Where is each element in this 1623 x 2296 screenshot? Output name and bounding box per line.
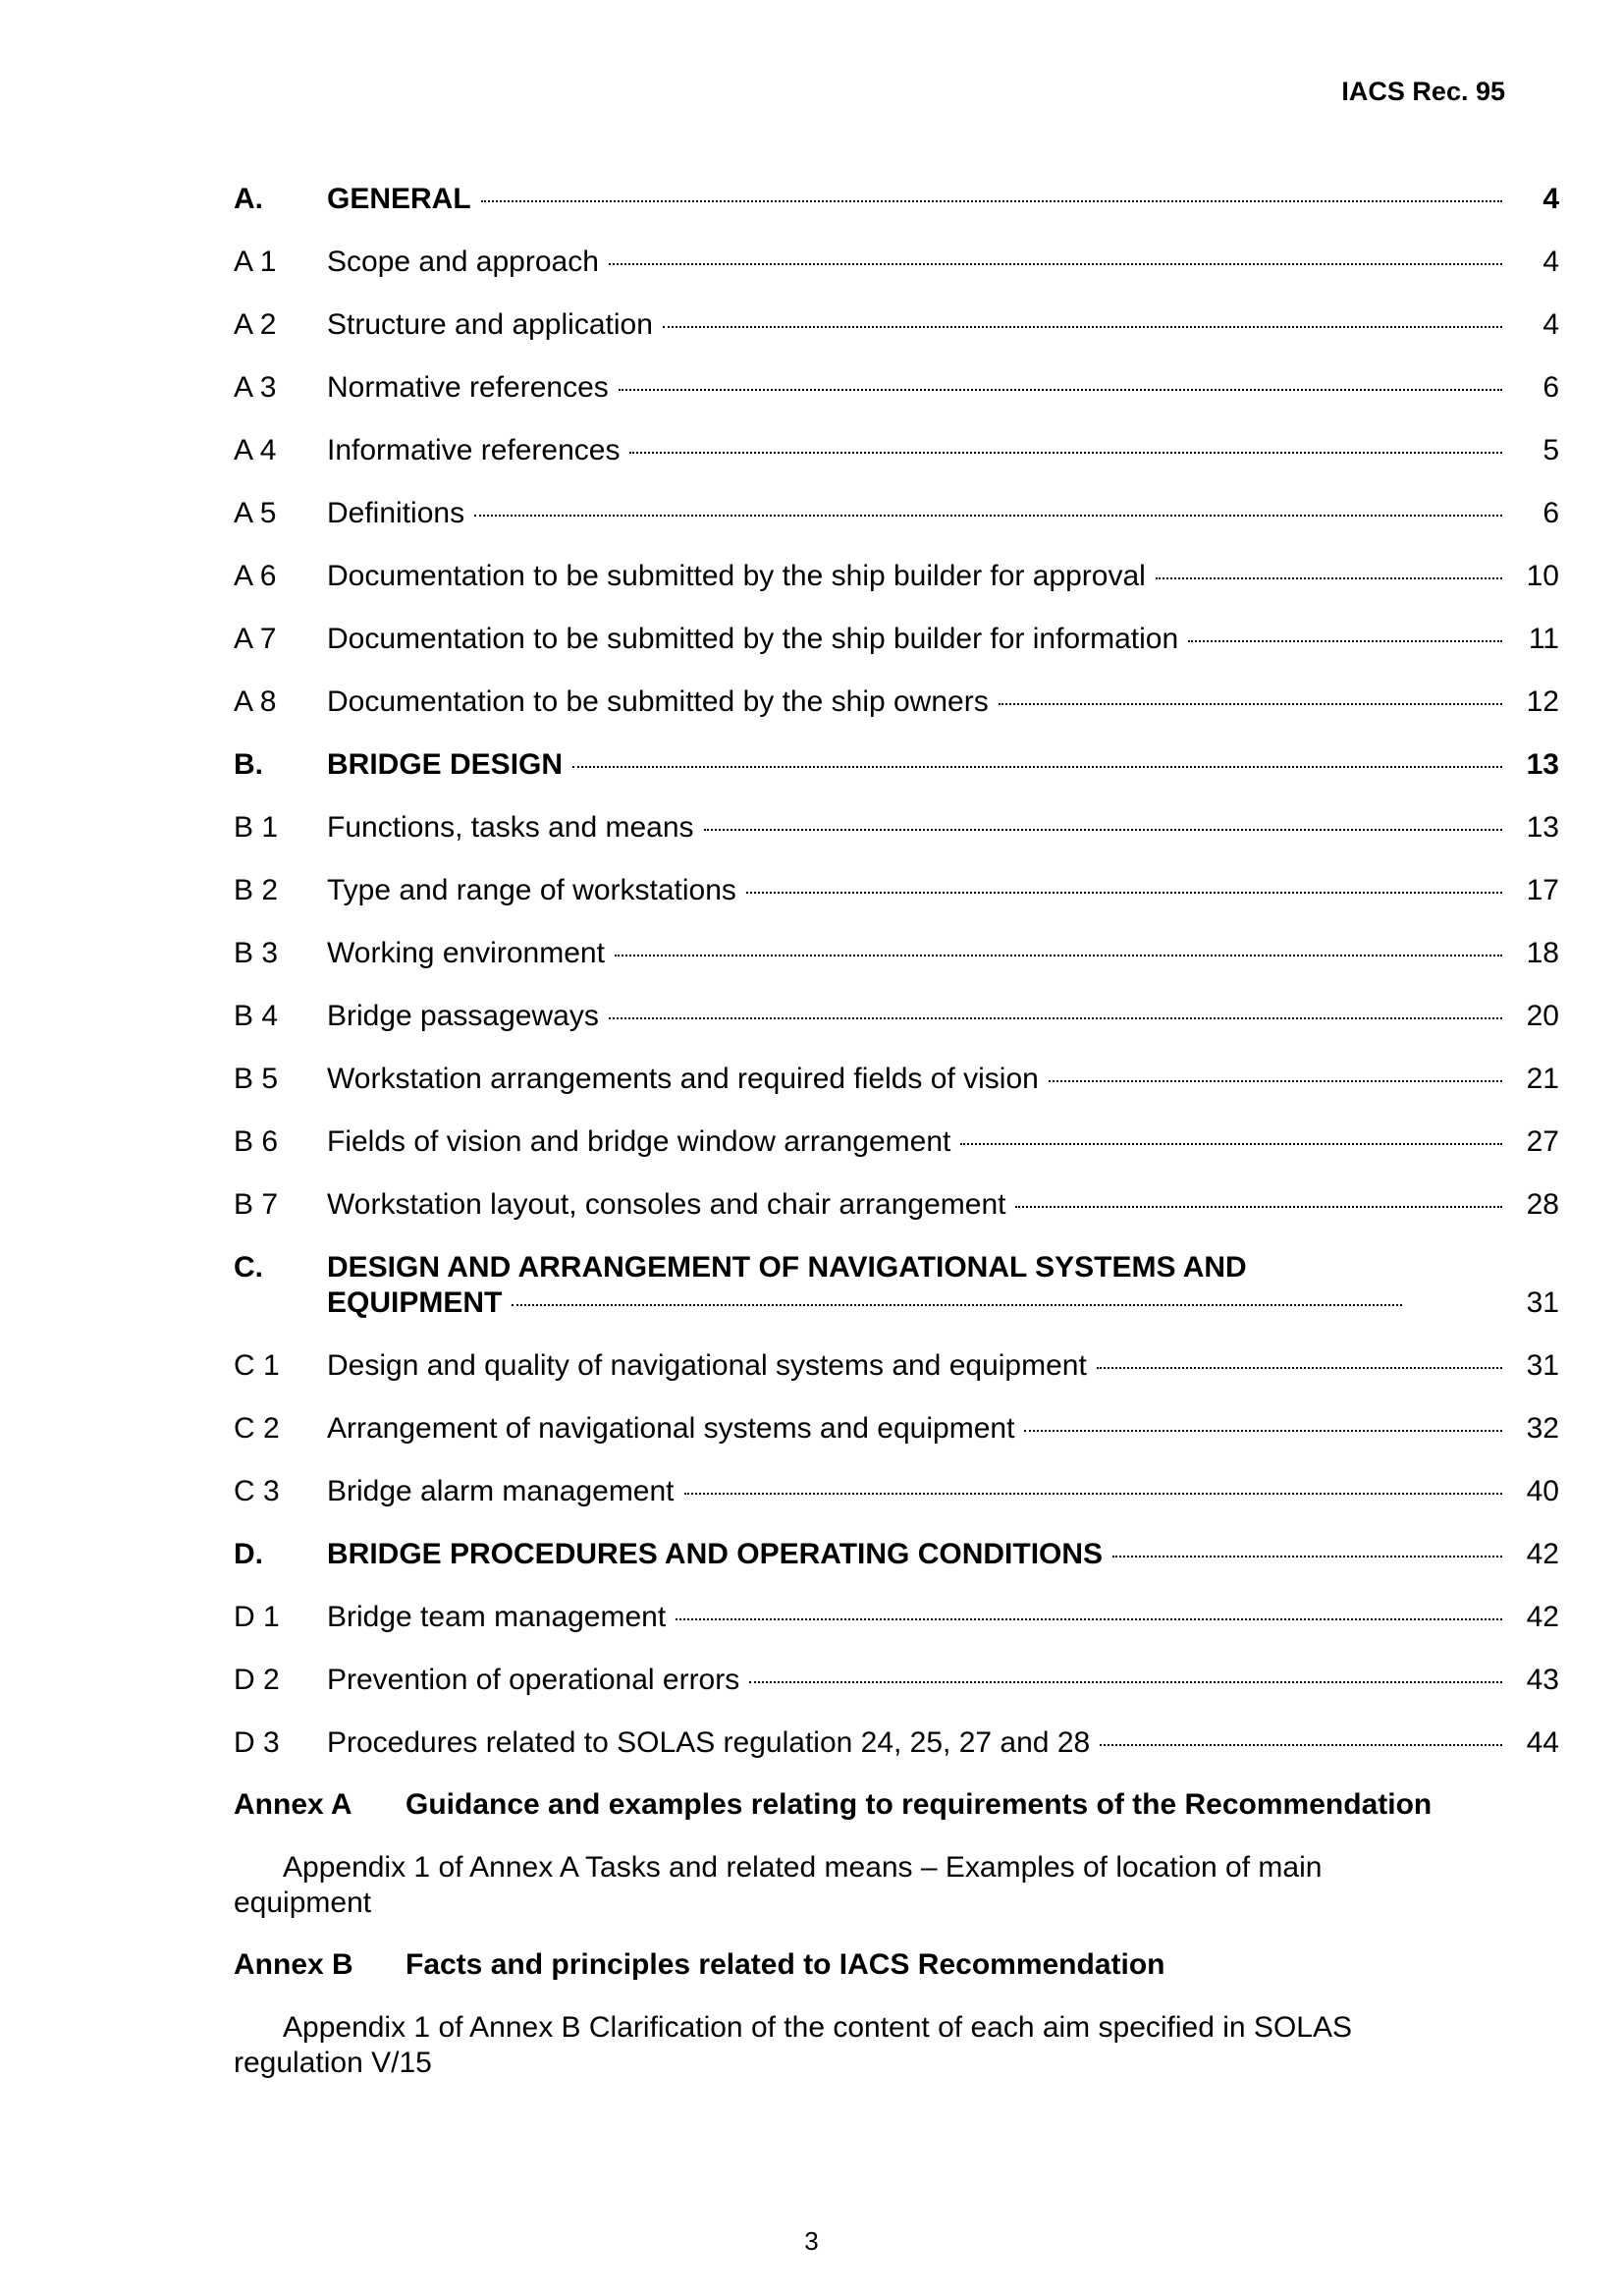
toc-section-title: Arrangement of navigational systems and equipment	[327, 1412, 1015, 1445]
toc-section-title: Prevention of operational errors	[327, 1664, 740, 1696]
dot-leader	[1015, 1206, 1502, 1208]
toc-section-title: Functions, tasks and means	[327, 811, 694, 844]
dot-leader	[615, 955, 1502, 957]
toc-section-number: D 1	[234, 1601, 280, 1633]
toc-section-number: B 6	[234, 1125, 279, 1158]
toc-page-number: 4	[1542, 246, 1559, 278]
toc-page-number: 44	[1526, 1726, 1559, 1759]
dot-leader	[746, 892, 1502, 894]
dot-leader	[619, 389, 1502, 391]
toc-section-title: BRIDGE PROCEDURES AND OPERATING CONDITIONS	[327, 1538, 1104, 1570]
toc-section-number: B 7	[234, 1188, 279, 1221]
toc-page-number: 27	[1526, 1125, 1559, 1158]
annex-a[interactable]	[234, 1787, 1559, 1921]
toc-section-number: C.	[234, 1251, 263, 1284]
toc-page-number: 17	[1526, 874, 1559, 906]
toc-section-number: B 2	[234, 874, 279, 906]
toc-entry[interactable]	[234, 433, 1559, 496]
toc-entry[interactable]	[234, 999, 1559, 1062]
toc-section-title-continued: EQUIPMENT	[327, 1286, 503, 1319]
toc-section-title: BRIDGE DESIGN	[327, 748, 564, 781]
toc-section-number: D.	[234, 1538, 263, 1570]
toc-section-number: C 3	[234, 1475, 280, 1507]
dot-leader	[512, 1304, 1402, 1306]
toc-entry[interactable]	[234, 1124, 1559, 1187]
dot-leader	[749, 1681, 1502, 1683]
toc-entry[interactable]	[234, 747, 1559, 810]
toc-section-number: D 3	[234, 1726, 280, 1759]
toc-page-number: 11	[1528, 623, 1559, 655]
toc-page-number: 28	[1526, 1188, 1559, 1221]
toc-section-number: D 2	[234, 1664, 280, 1696]
dot-leader	[1188, 640, 1502, 642]
toc-section-title: Documentation to be submitted by the ship builder for information	[327, 623, 1179, 655]
dot-leader	[629, 452, 1502, 454]
toc-page-number: 21	[1526, 1063, 1559, 1095]
toc-entry[interactable]	[234, 1725, 1559, 1788]
toc-entry[interactable]	[234, 1348, 1559, 1411]
annex-appendix: Appendix 1 of Annex A Tasks and related means – Examples of location of main equipment	[234, 1851, 1323, 1919]
toc-section-title: Informative references	[327, 434, 621, 466]
dot-leader	[676, 1618, 1502, 1620]
toc-section-number: A 1	[234, 246, 277, 278]
toc-page-number: 40	[1526, 1475, 1559, 1507]
toc-section-title: Definitions	[327, 497, 465, 529]
dot-leader	[999, 703, 1502, 705]
annex-label: Annex B	[234, 1948, 353, 1981]
document-reference: IACS Rec. 95	[1341, 77, 1505, 106]
toc-section-number: A 2	[234, 308, 277, 341]
dot-leader	[1112, 1556, 1502, 1558]
toc-page-number: 18	[1526, 937, 1559, 969]
page-number: 3	[804, 2226, 819, 2256]
toc-page-number: 13	[1526, 811, 1559, 844]
toc-entry[interactable]	[234, 1537, 1559, 1600]
toc-entry[interactable]	[234, 936, 1559, 999]
toc-section-title: Procedures related to SOLAS regulation 24, 25, 27 and 28	[327, 1726, 1091, 1759]
toc-entry[interactable]	[234, 245, 1559, 307]
dot-leader	[609, 1017, 1502, 1019]
toc-entry[interactable]	[234, 873, 1559, 936]
toc-section-number: A 4	[234, 434, 277, 466]
toc-section-number: A 8	[234, 685, 277, 718]
toc-entry[interactable]	[234, 496, 1559, 559]
toc-page-number: 5	[1542, 434, 1559, 466]
dot-leader	[609, 263, 1502, 265]
toc-section-number: A 7	[234, 623, 277, 655]
dot-leader	[704, 829, 1502, 831]
toc-page-number: 42	[1526, 1601, 1559, 1633]
toc-section-title: DESIGN AND ARRANGEMENT OF NAVIGATIONAL SYSTEMS AND	[327, 1251, 1247, 1284]
toc-section-title: GENERAL	[327, 183, 471, 215]
annex-b[interactable]	[234, 1947, 1559, 2081]
toc-section-title: Workstation layout, consoles and chair arrangement	[327, 1188, 1006, 1221]
toc-entry[interactable]	[234, 307, 1559, 370]
toc-page-number: 20	[1526, 1000, 1559, 1032]
toc-page-number: 12	[1526, 685, 1559, 718]
annex-appendix: Appendix 1 of Annex B Clarification of the content of each aim specified in SOLAS regulation V/15	[234, 2011, 1352, 2079]
toc-section-title: Documentation to be submitted by the ship builder for approval	[327, 560, 1146, 592]
toc-entry[interactable]	[234, 1411, 1559, 1474]
dot-leader	[663, 326, 1502, 328]
toc-entry[interactable]	[234, 1187, 1559, 1250]
toc-section-number: B 1	[234, 811, 279, 844]
dot-leader	[1024, 1430, 1502, 1432]
toc-entry[interactable]	[234, 370, 1559, 433]
toc-entry[interactable]	[234, 182, 1559, 245]
toc-section-title: Documentation to be submitted by the ship owners	[327, 685, 989, 718]
toc-entry[interactable]	[234, 1062, 1559, 1124]
toc-section-title: Type and range of workstations	[327, 874, 736, 906]
annex-title: Guidance and examples relating to requirements of the Recommendation	[406, 1788, 1433, 1821]
toc-section-number: B 5	[234, 1063, 279, 1095]
toc-entry[interactable]	[234, 1663, 1559, 1725]
dot-leader	[1049, 1080, 1502, 1082]
toc-page-number: 4	[1542, 308, 1559, 341]
toc-page-number: 32	[1526, 1412, 1559, 1445]
toc-section-title: Working environment	[327, 937, 605, 969]
toc-section-title: Fields of vision and bridge window arrangement	[327, 1125, 951, 1158]
toc-section-title: Bridge team management	[327, 1601, 667, 1633]
toc-section-number: B.	[234, 748, 263, 781]
toc-section-number: A 3	[234, 371, 277, 404]
toc-section-number: B 3	[234, 937, 279, 969]
dot-leader	[572, 766, 1502, 768]
toc-section-title: Normative references	[327, 371, 609, 404]
toc-section-title: Design and quality of navigational systems and equipment	[327, 1349, 1087, 1382]
toc-entry[interactable]	[234, 1600, 1559, 1663]
toc-entry[interactable]	[234, 1474, 1559, 1537]
toc-section-number: C 2	[234, 1412, 280, 1445]
toc-page-number: 4	[1542, 183, 1559, 215]
toc-entry[interactable]	[234, 622, 1559, 684]
toc-page-number: 6	[1542, 371, 1559, 404]
toc-section-number: B 4	[234, 1000, 279, 1032]
toc-page-number: 6	[1542, 497, 1559, 529]
toc-page-number: 13	[1526, 748, 1559, 781]
dot-leader	[481, 200, 1502, 202]
dot-leader	[684, 1493, 1502, 1495]
toc-section-title: Bridge alarm management	[327, 1475, 675, 1507]
toc-section-title: Structure and application	[327, 308, 653, 341]
toc-section-number: C 1	[234, 1349, 280, 1382]
toc-entry[interactable]	[234, 1250, 1559, 1348]
toc-section-title: Workstation arrangements and required fields of vision	[327, 1063, 1039, 1095]
annex-label: Annex A	[234, 1788, 352, 1821]
toc-page-number: 42	[1526, 1538, 1559, 1570]
toc-page-number: 31	[1526, 1349, 1559, 1382]
annex-title: Facts and principles related to IACS Recommendation	[406, 1948, 1165, 1981]
toc-section-title: Scope and approach	[327, 246, 599, 278]
dot-leader	[474, 515, 1502, 517]
toc-section-number: A 5	[234, 497, 277, 529]
toc-entry[interactable]	[234, 810, 1559, 873]
toc-page-number: 10	[1526, 560, 1559, 592]
dot-leader	[1156, 577, 1502, 579]
dot-leader	[960, 1143, 1502, 1145]
toc-section-title: Bridge passageways	[327, 1000, 599, 1032]
table-of-contents	[234, 182, 1559, 1788]
toc-entry[interactable]	[234, 684, 1559, 747]
dot-leader	[1097, 1367, 1502, 1369]
toc-section-number: A 6	[234, 560, 277, 592]
dot-leader	[1100, 1744, 1502, 1746]
toc-entry[interactable]	[234, 559, 1559, 622]
toc-section-number: A.	[234, 183, 263, 215]
toc-page-number: 31	[1526, 1286, 1559, 1319]
toc-page-number: 43	[1526, 1664, 1559, 1696]
